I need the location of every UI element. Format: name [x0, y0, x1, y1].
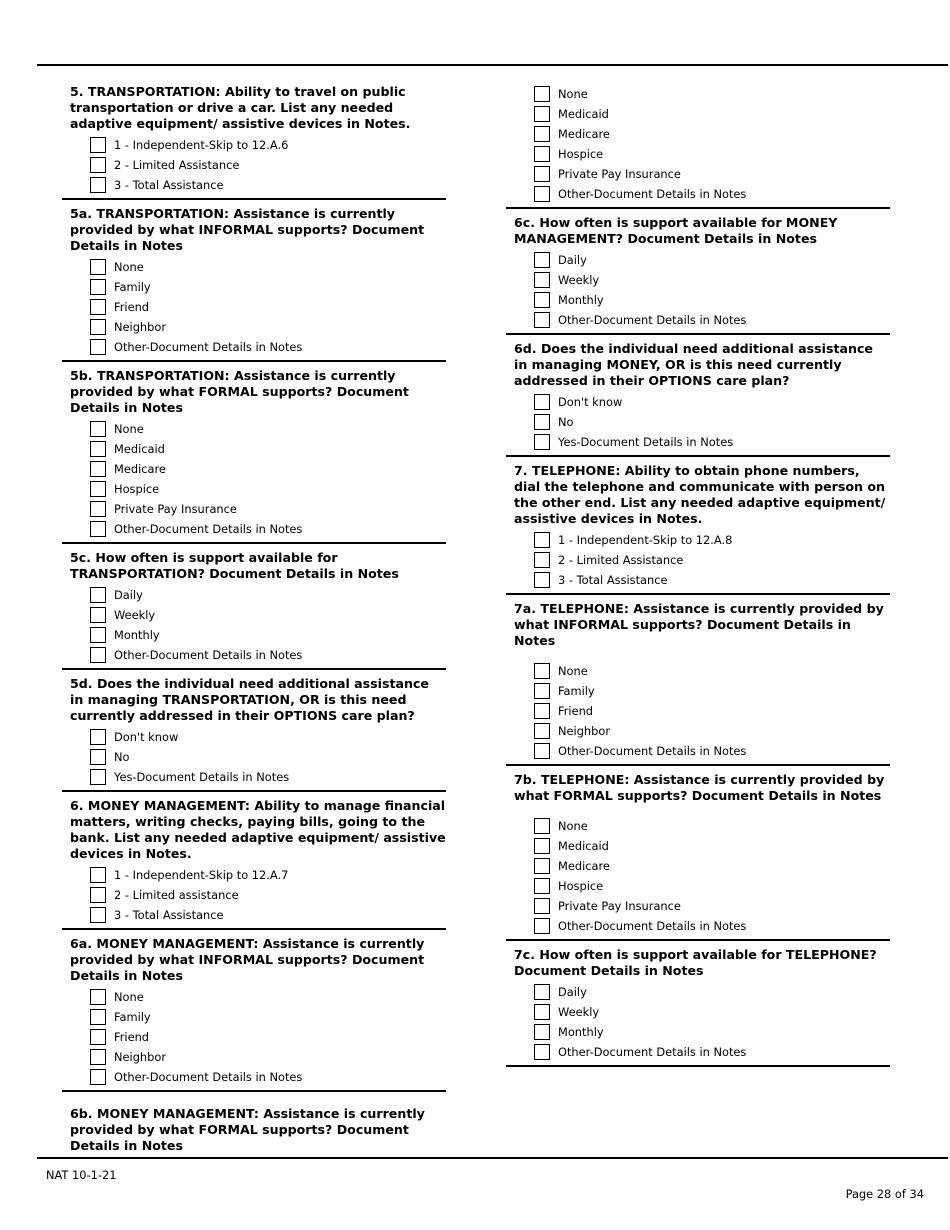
option-none[interactable]	[534, 84, 890, 104]
option-label: 1 - Independent-Skip to 12.A.6	[114, 138, 289, 152]
option-medicare[interactable]	[534, 856, 890, 876]
question-text: 5d. Does the individual need additional assistance in managing TRANSPORTATION, OR is this need currently addressed in their OPTIONS care plan?	[70, 676, 429, 723]
form-id: NAT 10-1-21	[46, 1168, 117, 1182]
checkbox[interactable]	[534, 552, 550, 568]
option-weekly[interactable]	[90, 605, 446, 625]
option-monthly[interactable]	[534, 1022, 890, 1042]
question-section	[506, 601, 890, 766]
option-label: Don't know	[558, 395, 623, 409]
option-label: 1 - Independent-Skip to 12.A.7	[114, 868, 289, 882]
option-none[interactable]	[534, 816, 890, 836]
option-label: None	[558, 819, 588, 833]
option-hospice[interactable]	[534, 144, 890, 164]
option-hospice[interactable]	[90, 479, 446, 499]
option-label: Daily	[114, 588, 143, 602]
option-no[interactable]	[534, 412, 890, 432]
option-other-document-details-in-notes[interactable]	[534, 184, 890, 204]
option-label: Other-Document Details in Notes	[114, 340, 303, 354]
option-label: None	[114, 422, 144, 436]
option-3-total-assistance[interactable]	[90, 905, 446, 925]
question-text: 6c. How often is support available for MONEY MANAGEMENT? Document Details in Notes	[514, 215, 838, 246]
option-3-total-assistance[interactable]	[90, 175, 446, 195]
option-label: None	[114, 260, 144, 274]
left-column	[62, 84, 446, 1166]
option-neighbor[interactable]	[534, 721, 890, 741]
option-2-limited-assistance[interactable]	[90, 885, 446, 905]
option-yes-document-details-in-notes[interactable]	[90, 767, 446, 787]
option-medicaid[interactable]	[534, 104, 890, 124]
checkbox[interactable]	[534, 292, 550, 308]
option-label: Other-Document Details in Notes	[114, 1070, 303, 1084]
option-label: Medicare	[558, 127, 610, 141]
checkbox[interactable]	[534, 683, 550, 699]
option-other-document-details-in-notes[interactable]	[90, 645, 446, 665]
option-medicare[interactable]	[90, 459, 446, 479]
option-label: 3 - Total Assistance	[114, 178, 224, 192]
checkbox[interactable]	[534, 272, 550, 288]
option-medicaid[interactable]	[534, 836, 890, 856]
checkbox[interactable]	[90, 137, 106, 153]
option-family[interactable]	[90, 277, 446, 297]
option-don-t-know[interactable]	[534, 392, 890, 412]
checkbox[interactable]	[90, 461, 106, 477]
question-section	[62, 798, 446, 930]
question-text: 5a. TRANSPORTATION: Assistance is currently provided by what INFORMAL supports? Document Details in Notes	[70, 206, 425, 253]
checkbox[interactable]	[90, 1009, 106, 1025]
option-label: Weekly	[558, 1005, 600, 1019]
option-daily[interactable]	[534, 982, 890, 1002]
question-section	[62, 84, 446, 200]
checkbox[interactable]	[90, 587, 106, 603]
option-label: Family	[114, 280, 151, 294]
question-section	[62, 1106, 446, 1160]
option-label: Other-Document Details in Notes	[558, 744, 747, 758]
header-rule	[37, 64, 948, 66]
option-friend[interactable]	[90, 1027, 446, 1047]
checkbox[interactable]	[534, 898, 550, 914]
checkbox[interactable]	[90, 521, 106, 537]
option-label: Hospice	[558, 147, 604, 161]
option-label: Don't know	[114, 730, 179, 744]
option-private-pay-insurance[interactable]	[90, 499, 446, 519]
option-label: Friend	[558, 704, 594, 718]
checkbox[interactable]	[534, 1044, 550, 1060]
checkbox[interactable]	[534, 1004, 550, 1020]
option-label: Hospice	[558, 879, 604, 893]
question-text: 5. TRANSPORTATION: Ability to travel on public transportation or drive a car. List any needed adaptive equipment/ assistive devices in Notes.	[70, 84, 411, 131]
checkbox[interactable]	[90, 1029, 106, 1045]
checkbox[interactable]	[534, 703, 550, 719]
option-weekly[interactable]	[534, 270, 890, 290]
checkbox[interactable]	[534, 434, 550, 450]
question-text: 6. MONEY MANAGEMENT: Ability to manage financial matters, writing checks, paying bills, going to the bank. List any needed adaptive equipment/ assistive devices in Notes.	[70, 798, 446, 861]
question-section	[62, 368, 446, 544]
checkbox[interactable]	[534, 532, 550, 548]
checkbox[interactable]	[534, 394, 550, 410]
option-none[interactable]	[90, 419, 446, 439]
option-label: 2 - Limited assistance	[114, 888, 239, 902]
checkbox[interactable]	[90, 421, 106, 437]
checkbox[interactable]	[90, 1049, 106, 1065]
question-text: 7a. TELEPHONE: Assistance is currently provided by what INFORMAL supports? Document Details in Notes	[514, 601, 884, 648]
checkbox[interactable]	[534, 838, 550, 854]
question-section	[506, 463, 890, 595]
option-label: None	[114, 990, 144, 1004]
checkbox[interactable]	[534, 878, 550, 894]
option-private-pay-insurance[interactable]	[534, 896, 890, 916]
option-no[interactable]	[90, 747, 446, 767]
option-label: Private Pay Insurance	[114, 502, 237, 516]
checkbox[interactable]	[90, 647, 106, 663]
option-medicare[interactable]	[534, 124, 890, 144]
question-text: 6a. MONEY MANAGEMENT: Assistance is currently provided by what INFORMAL supports? Document Details in Notes	[70, 936, 425, 983]
option-label: Yes-Document Details in Notes	[114, 770, 290, 784]
option-label: 3 - Total Assistance	[558, 573, 668, 587]
option-label: Other-Document Details in Notes	[114, 522, 303, 536]
checkbox[interactable]	[534, 106, 550, 122]
option-label: Daily	[558, 985, 587, 999]
option-other-document-details-in-notes[interactable]	[534, 916, 890, 936]
option-label: Other-Document Details in Notes	[558, 919, 747, 933]
option-label: Monthly	[558, 1025, 604, 1039]
checkbox[interactable]	[90, 501, 106, 517]
option-label: Family	[114, 1010, 151, 1024]
option-monthly[interactable]	[90, 625, 446, 645]
option-monthly[interactable]	[534, 290, 890, 310]
option-don-t-know[interactable]	[90, 727, 446, 747]
option-label: Weekly	[114, 608, 156, 622]
checkbox[interactable]	[90, 729, 106, 745]
option-daily[interactable]	[534, 250, 890, 270]
option-label: Monthly	[558, 293, 604, 307]
option-other-document-details-in-notes[interactable]	[534, 310, 890, 330]
checkbox[interactable]	[90, 177, 106, 193]
option-label: Private Pay Insurance	[558, 899, 681, 913]
question-section	[506, 947, 890, 1067]
option-1-independent-skip-to-12-a-7[interactable]	[90, 865, 446, 885]
option-other-document-details-in-notes[interactable]	[90, 337, 446, 357]
option-other-document-details-in-notes[interactable]	[90, 519, 446, 539]
option-label: Other-Document Details in Notes	[558, 313, 747, 327]
checkbox[interactable]	[534, 312, 550, 328]
option-label: Yes-Document Details in Notes	[558, 435, 734, 449]
option-family[interactable]	[534, 681, 890, 701]
question-text: 7. TELEPHONE: Ability to obtain phone numbers, dial the telephone and communicate with person on the other end. List any needed adaptive equipment/ assistive devices in Notes.	[514, 463, 886, 526]
option-yes-document-details-in-notes[interactable]	[534, 432, 890, 452]
question-text: 6d. Does the individual need additional assistance in managing MONEY, OR is this need currently addressed in their OPTIONS care plan?	[514, 341, 873, 388]
option-label: Other-Document Details in Notes	[558, 1045, 747, 1059]
option-2-limited-assistance[interactable]	[90, 155, 446, 175]
option-label: No	[114, 750, 130, 764]
checkbox[interactable]	[534, 1024, 550, 1040]
option-none[interactable]	[90, 987, 446, 1007]
checkbox[interactable]	[534, 984, 550, 1000]
checkbox[interactable]	[534, 414, 550, 430]
checkbox[interactable]	[534, 723, 550, 739]
option-other-document-details-in-notes[interactable]	[534, 1042, 890, 1062]
option-label: Monthly	[114, 628, 160, 642]
checkbox[interactable]	[534, 86, 550, 102]
option-none[interactable]	[90, 257, 446, 277]
checkbox[interactable]	[534, 918, 550, 934]
option-label: 1 - Independent-Skip to 12.A.8	[558, 533, 733, 547]
right-column	[506, 84, 890, 1073]
question-section	[62, 676, 446, 792]
option-label: 3 - Total Assistance	[114, 908, 224, 922]
checkbox[interactable]	[534, 186, 550, 202]
option-friend[interactable]	[90, 297, 446, 317]
question-text: 5c. How often is support available for TRANSPORTATION? Document Details in Notes	[70, 550, 399, 581]
checkbox[interactable]	[90, 481, 106, 497]
option-label: Daily	[558, 253, 587, 267]
question-text: 5b. TRANSPORTATION: Assistance is currently provided by what FORMAL supports? Document Details in Notes	[70, 368, 409, 415]
option-label: Other-Document Details in Notes	[558, 187, 747, 201]
option-label: Neighbor	[114, 1050, 167, 1064]
checkbox[interactable]	[90, 1069, 106, 1085]
page-number: Page 28 of 34	[845, 1187, 924, 1201]
question-text: 7c. How often is support available for TELEPHONE? Document Details in Notes	[514, 947, 877, 978]
option-label: No	[558, 415, 574, 429]
option-label: Family	[558, 684, 595, 698]
option-label: Medicaid	[558, 107, 609, 121]
question-section	[62, 936, 446, 1092]
option-label: 2 - Limited Assistance	[558, 553, 684, 567]
option-family[interactable]	[90, 1007, 446, 1027]
checkbox[interactable]	[90, 989, 106, 1005]
option-label: Neighbor	[558, 724, 611, 738]
question-section	[506, 84, 890, 209]
option-label: Other-Document Details in Notes	[114, 648, 303, 662]
checkbox[interactable]	[90, 887, 106, 903]
option-label: Private Pay Insurance	[558, 167, 681, 181]
option-medicaid[interactable]	[90, 439, 446, 459]
question-section	[506, 341, 890, 457]
checkbox[interactable]	[534, 743, 550, 759]
checkbox[interactable]	[90, 259, 106, 275]
option-label: Weekly	[558, 273, 600, 287]
option-2-limited-assistance[interactable]	[534, 550, 890, 570]
option-label: Hospice	[114, 482, 160, 496]
checkbox[interactable]	[534, 252, 550, 268]
option-label: Medicaid	[558, 839, 609, 853]
option-neighbor[interactable]	[90, 1047, 446, 1067]
question-section	[62, 550, 446, 670]
checkbox[interactable]	[534, 126, 550, 142]
option-other-document-details-in-notes[interactable]	[90, 1067, 446, 1087]
option-label: Friend	[114, 300, 150, 314]
question-text: 6b. MONEY MANAGEMENT: Assistance is currently provided by what FORMAL supports? Document Details in Notes	[70, 1106, 425, 1153]
checkbox[interactable]	[90, 867, 106, 883]
option-3-total-assistance[interactable]	[534, 570, 890, 590]
checkbox[interactable]	[90, 339, 106, 355]
footer-rule	[37, 1157, 948, 1159]
option-1-independent-skip-to-12-a-8[interactable]	[534, 530, 890, 550]
checkbox[interactable]	[534, 166, 550, 182]
checkbox[interactable]	[534, 818, 550, 834]
checkbox[interactable]	[90, 157, 106, 173]
option-label: 2 - Limited Assistance	[114, 158, 240, 172]
checkbox[interactable]	[90, 299, 106, 315]
option-label: None	[558, 87, 588, 101]
option-none[interactable]	[534, 661, 890, 681]
checkbox[interactable]	[90, 769, 106, 785]
option-label: None	[558, 664, 588, 678]
option-friend[interactable]	[534, 701, 890, 721]
option-neighbor[interactable]	[90, 317, 446, 337]
checkbox[interactable]	[534, 146, 550, 162]
checkbox[interactable]	[90, 441, 106, 457]
checkbox[interactable]	[534, 572, 550, 588]
question-text: 7b. TELEPHONE: Assistance is currently provided by what FORMAL supports? Document Details in Notes	[514, 772, 885, 803]
checkbox[interactable]	[90, 279, 106, 295]
option-weekly[interactable]	[534, 1002, 890, 1022]
option-label: Medicare	[114, 462, 166, 476]
checkbox[interactable]	[534, 663, 550, 679]
question-section	[62, 206, 446, 362]
checkbox[interactable]	[90, 749, 106, 765]
checkbox[interactable]	[90, 907, 106, 923]
question-section	[506, 215, 890, 335]
option-private-pay-insurance[interactable]	[534, 164, 890, 184]
option-label: Medicaid	[114, 442, 165, 456]
option-daily[interactable]	[90, 585, 446, 605]
question-section	[506, 772, 890, 941]
option-label: Friend	[114, 1030, 150, 1044]
option-label: Medicare	[558, 859, 610, 873]
option-hospice[interactable]	[534, 876, 890, 896]
option-other-document-details-in-notes[interactable]	[534, 741, 890, 761]
checkbox[interactable]	[534, 858, 550, 874]
checkbox[interactable]	[90, 319, 106, 335]
checkbox[interactable]	[90, 627, 106, 643]
option-1-independent-skip-to-12-a-6[interactable]	[90, 135, 446, 155]
checkbox[interactable]	[90, 607, 106, 623]
option-label: Neighbor	[114, 320, 167, 334]
